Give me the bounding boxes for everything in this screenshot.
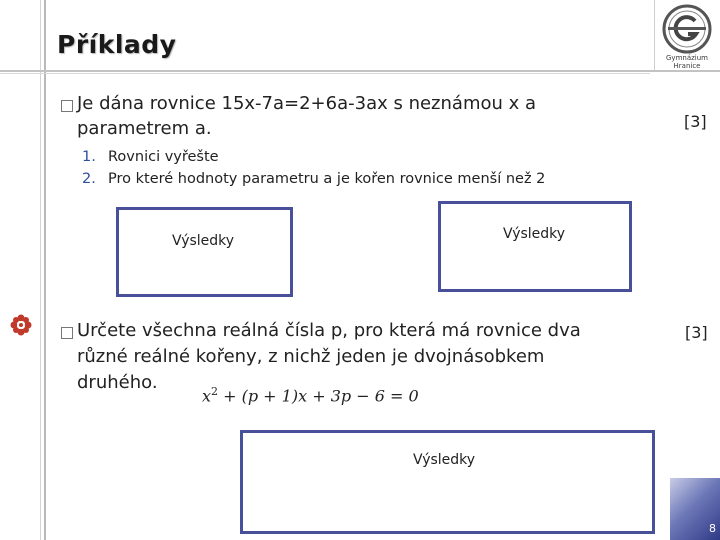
problem2-line2: různé reálné kořeny, z nichž jeden je dvojnásobkem: [77, 346, 545, 367]
problem1-task-list: [82, 146, 545, 190]
list-item-number: 2.: [82, 171, 96, 187]
flower-bullet-icon: [10, 314, 32, 336]
equation-variable: x: [202, 386, 212, 406]
list-item: [82, 168, 545, 190]
problem2-line1: Určete všechna reálná čísla p, pro která má rovnice dva: [77, 320, 581, 341]
logo-caption: [656, 54, 718, 70]
problem1-points: [3]: [684, 112, 707, 131]
result-box-3-label: Výsledky: [413, 452, 476, 468]
left-guide-line-inner: [40, 0, 41, 540]
result-box-1[interactable]: [116, 207, 293, 297]
result-box-2-label: Výsledky: [503, 226, 566, 242]
page-title: Příklady: [57, 30, 177, 59]
list-item-text: Rovnici vyřešte: [108, 149, 219, 165]
gymnazium-hranice-logo-icon: [662, 4, 712, 54]
header-divider-secondary: [0, 73, 650, 74]
list-item: [82, 146, 545, 168]
checkbox-bullet-icon: [61, 100, 73, 112]
list-item-text: Pro které hodnoty parametru a je kořen rovnice menší než 2: [108, 171, 546, 187]
equation-rest: + (p + 1)x + 3p − 6 = 0: [218, 386, 419, 406]
checkbox-bullet-icon: [61, 327, 73, 339]
result-box-1-label: Výsledky: [172, 233, 235, 249]
problem1-line2: parametrem a.: [77, 118, 212, 139]
equation: [202, 385, 419, 405]
left-guide-line: [44, 0, 46, 540]
page-number: 8: [709, 522, 716, 535]
problem1-line1: Je dána rovnice 15x-7a=2+6a-3ax s neznámou x a: [77, 93, 537, 114]
result-box-2[interactable]: [438, 201, 632, 292]
problem2-line3: druhého.: [77, 372, 158, 393]
result-box-3[interactable]: [240, 430, 655, 534]
logo-caption-line1: Gymnázium: [666, 54, 708, 62]
problem2-points: [3]: [685, 323, 708, 342]
header-divider: [0, 70, 720, 72]
logo-caption-line2: Hranice: [673, 62, 701, 70]
list-item-number: 1.: [82, 149, 96, 165]
equation-exponent: 2: [211, 385, 219, 398]
